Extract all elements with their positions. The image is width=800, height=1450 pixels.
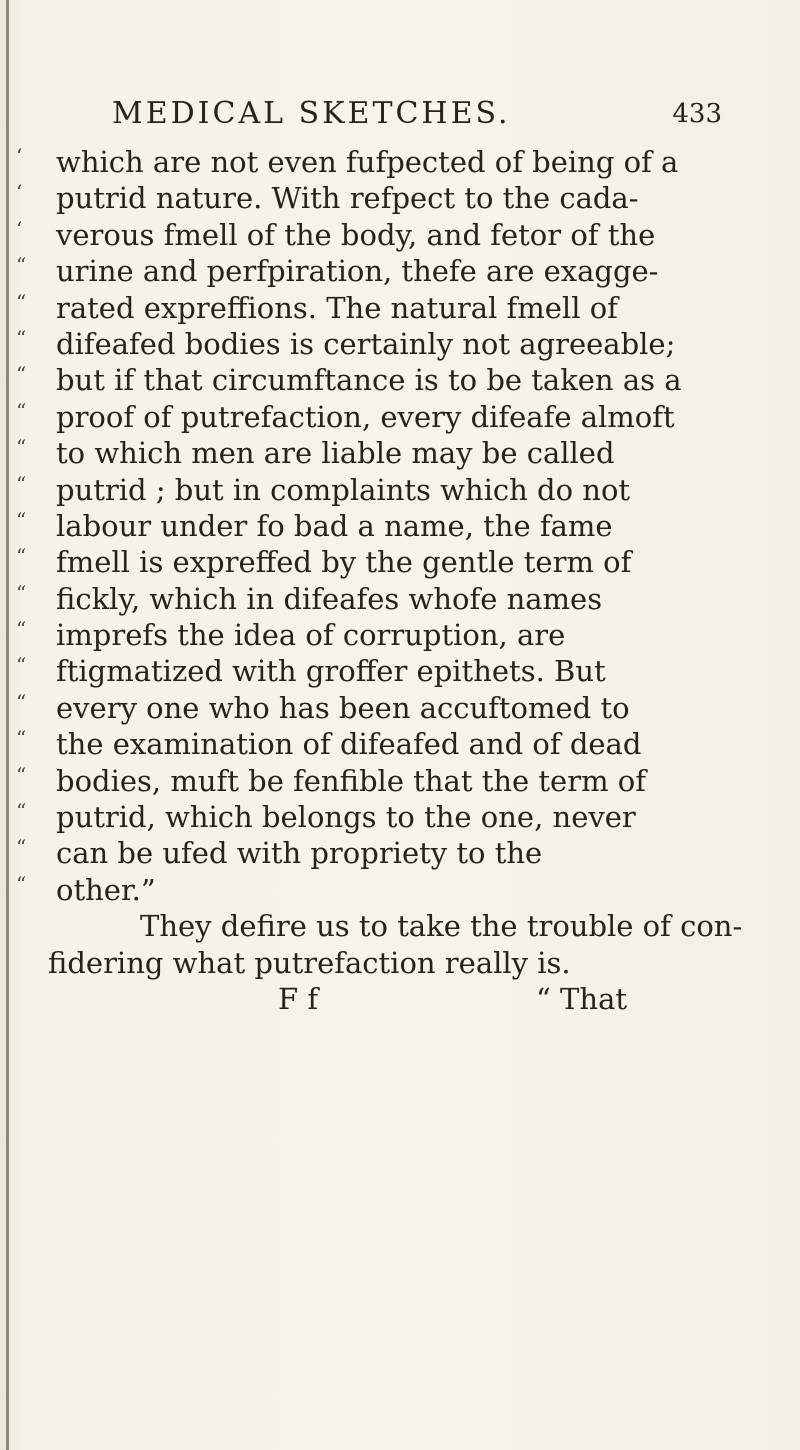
paragraph-line: [16, 945, 736, 981]
text-line: [16, 544, 736, 580]
line-text: bodies, muft be fenfible that the term of: [56, 763, 646, 798]
quote-mark: “: [16, 398, 27, 423]
signature-mark: F f: [278, 981, 319, 1016]
text-line: [16, 835, 736, 871]
quote-mark: “: [16, 507, 27, 532]
text-line: [16, 217, 736, 253]
line-text: which are not even fufpected of being of a: [56, 145, 679, 179]
page-footer: [16, 981, 736, 1017]
quote-mark: “: [16, 762, 27, 787]
paragraph-line: [16, 908, 743, 944]
line-text: labour under fo bad a name, the fame: [56, 508, 613, 543]
line-text: rated expreffions. The natural fmell of: [56, 290, 618, 325]
text-line: [16, 399, 736, 435]
text-line: [16, 472, 736, 508]
line-text: putrid, which belongs to the one, never: [56, 800, 636, 835]
line-text: putrid nature. With refpect to the cada-: [56, 181, 639, 216]
text-line: [16, 508, 736, 544]
text-line: [16, 290, 736, 326]
quote-mark: “: [16, 289, 27, 314]
footer-row: [16, 981, 736, 1017]
quote-mark: “: [16, 253, 27, 278]
text-line: [16, 362, 736, 398]
line-text: other.”: [56, 872, 156, 907]
line-text: but if that circumftance is to be taken as a: [56, 363, 682, 398]
quote-mark: “: [16, 435, 27, 460]
text-line: [16, 763, 736, 799]
paragraph-second-line: fidering what putrefaction really is.: [48, 945, 571, 980]
page-gutter: [6, 0, 9, 1450]
text-line: [16, 690, 736, 726]
page-header: [112, 96, 722, 132]
quote-mark: “: [16, 726, 27, 751]
line-text: putrid ; but in complaints which do not: [56, 472, 631, 507]
line-text: urine and perfpiration, thefe are exagge-: [56, 254, 659, 289]
text-line: [16, 726, 736, 762]
text-line: [16, 180, 736, 216]
line-text: verous fmell of the body, and fetor of the: [56, 217, 656, 252]
body-text-block: [16, 144, 743, 1017]
line-text: the examination of difeafed and of dead: [56, 727, 642, 762]
paragraph-first-line: They defire us to take the trouble of con-: [140, 909, 743, 944]
text-line: [16, 581, 736, 617]
quote-mark: ‘: [16, 180, 23, 205]
line-text: fickly, which in difeafes whofe names: [56, 581, 603, 616]
quote-mark: ‘: [16, 216, 23, 241]
line-text: difeafed bodies is certainly not agreeable;: [56, 326, 676, 361]
text-line: [16, 617, 736, 653]
line-text: to which men are liable may be called: [56, 436, 615, 471]
running-title: MEDICAL SKETCHES.: [112, 96, 511, 131]
page-number: 433: [672, 99, 722, 129]
quote-mark: “: [16, 580, 27, 605]
quote-mark: “: [16, 799, 27, 824]
line-text: imprefs the idea of corruption, are: [56, 618, 566, 653]
text-line: [16, 653, 736, 689]
line-text: every one who has been accuftomed to: [56, 690, 630, 725]
quote-mark: “: [16, 362, 27, 387]
quote-mark: “: [16, 689, 27, 714]
line-text: proof of putrefaction, every difeafe almoft: [56, 399, 675, 434]
catchword: “ That: [536, 981, 628, 1016]
text-line: [16, 326, 736, 362]
quote-mark: “: [16, 617, 27, 642]
text-line: [16, 253, 736, 289]
quote-mark: “: [16, 835, 27, 860]
text-line: [16, 872, 736, 908]
line-text: fmell is expreffed by the gentle term of: [56, 545, 632, 580]
quote-mark: ‘: [16, 144, 23, 168]
quote-mark: “: [16, 325, 27, 350]
quote-mark: “: [16, 871, 27, 896]
line-text: ftigmatized with groffer epithets. But: [56, 654, 606, 689]
text-line: [16, 435, 736, 471]
line-text: can be ufed with propriety to the: [56, 836, 543, 871]
quote-mark: “: [16, 471, 27, 496]
text-line: [16, 144, 736, 180]
text-line: [16, 799, 736, 835]
quote-mark: “: [16, 544, 27, 569]
quote-mark: “: [16, 653, 27, 678]
